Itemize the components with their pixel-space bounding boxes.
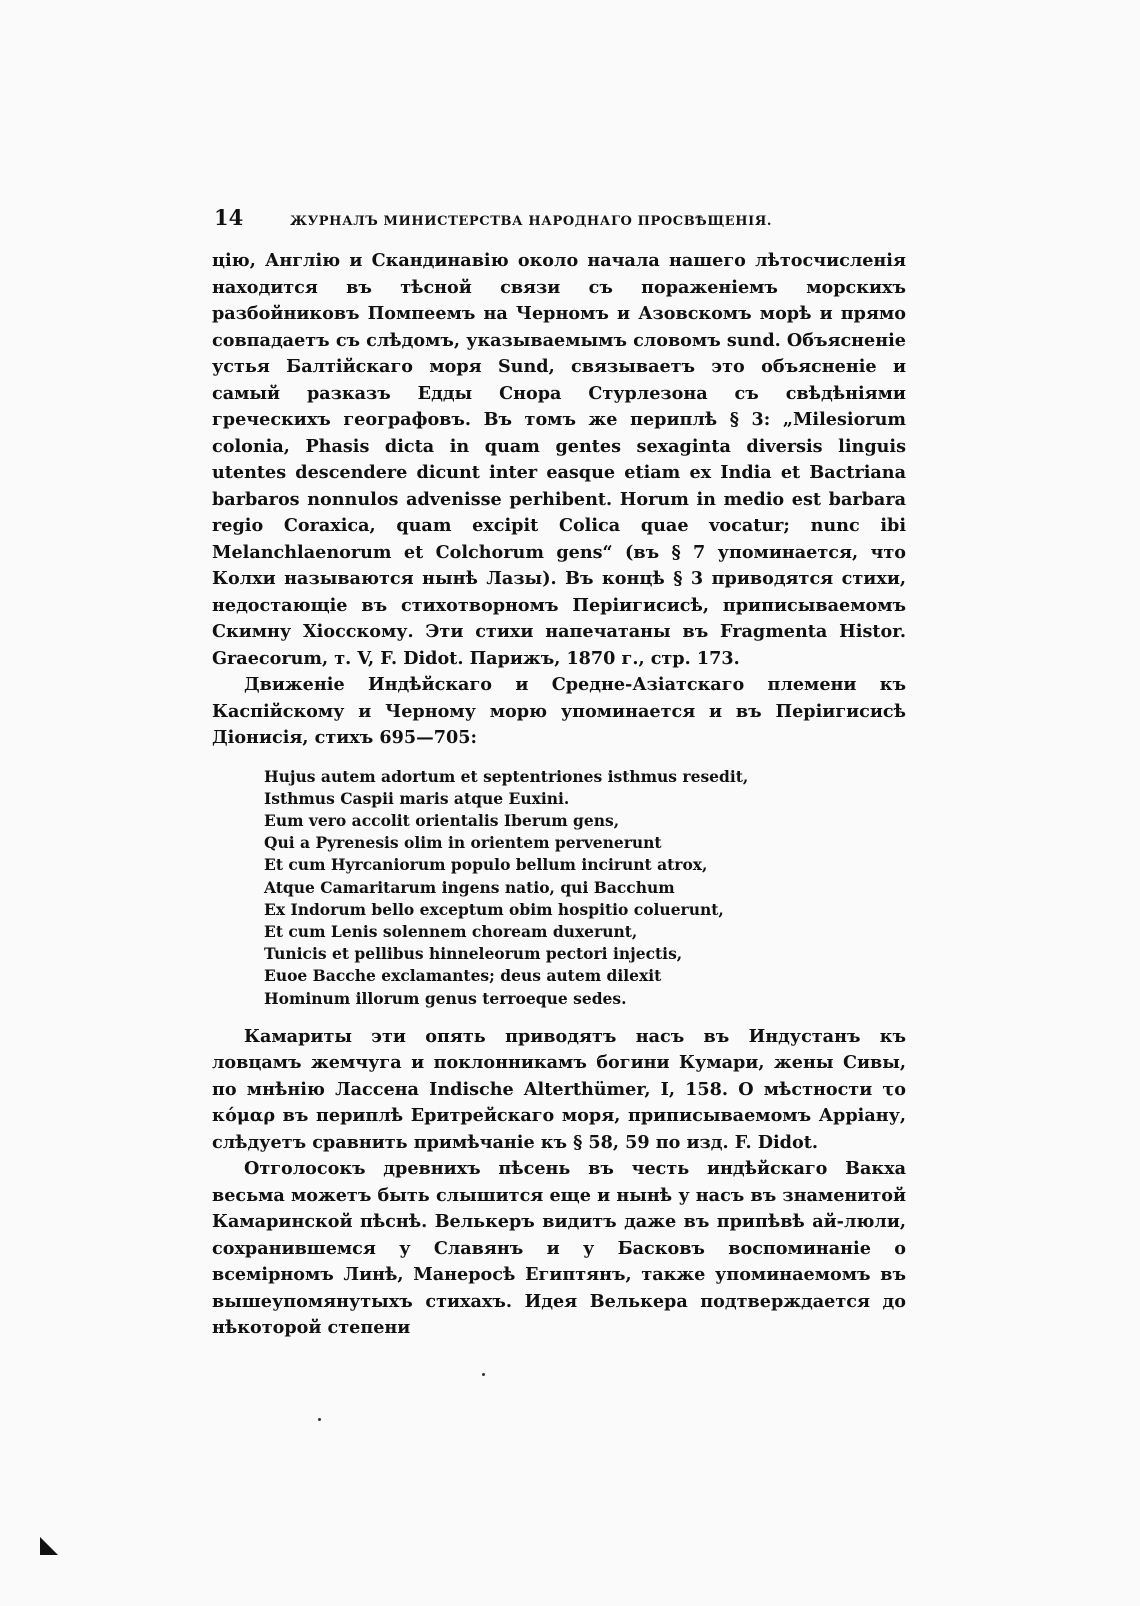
scan-speck [318,1418,321,1421]
verse-line: Qui a Pyrenesis olim in orientem pervenerunt [264,833,662,853]
verse-line: Et cum Lenis solennem choream duxerunt, [264,921,638,941]
running-title: ЖУРНАЛЪ МИНИСТЕРСТВА НАРОДНАГО ПРОСВѢЩЕНІЯ. [290,214,773,229]
page-number: 14 [214,205,244,230]
paragraph-2: Движеніе Индѣйскаго и Средне-Азіатскаго племени къ Каспійскому и Черному морю упоминается и въ Періигисисѣ Діонисія, стихъ 695—705: [212,674,906,748]
verse-line: Isthmus Caspii maris atque Euxini. [264,788,570,808]
verse-line: Ex Indorum bello exceptum obim hospitio coluerunt, [264,899,724,919]
verse-line: Hominum illorum genus terroeque sedes. [264,988,627,1008]
verse-line: Et cum Hyrcaniorum populo bellum incirunt atrox, [264,855,708,875]
corner-arrow-icon [40,1537,58,1555]
verse-line: Atque Camaritarum ingens natio, qui Bacchum [264,877,675,897]
latin-verse-quote [264,766,906,1010]
verse-line: Tunicis et pellibus hinneleorum pectori injectis, [264,944,683,964]
verse-line: Euoe Bacche exclamantes; deus autem dilexit [264,966,662,986]
verse-line: Eum vero accolit orientalis Iberum gens, [264,810,620,830]
scan-speck [482,1373,485,1376]
verse-line: Hujus autem adortum et septentriones isthmus resedit, [264,766,749,786]
body-text [212,248,906,1342]
paragraph-1: цію, Англію и Скандинавію около начала нашего лѣтосчисленія находится въ тѣсной связи съ пораженіемъ морскихъ разбойниковъ Помпеемъ на Черномъ и Азовскомъ морѣ и прямо совпадаетъ съ слѣдомъ, указываемымъ словомъ sund. Объясненіе устья Балтійскаго моря Sund, связываетъ это объясненіе и самый разказъ Едды Снора Стурлезона съ свѣдѣніями греческихъ географовъ. Въ томъ же периплѣ § 3: „Milesiorum colonia, Phasis dicta in quam gentes sexaginta diversis linguis utentes descendere dicunt inter easque etiam ex India et Bactriana barbaros nonnulos advenisse perhibent. Horum in medio est barbara regio Coraxica, quam excipit Colica quae vocatur; nunc ibi Melanchlaenorum et Colchorum gens“ (въ § 7 упоминается, что Колхи называются нынѣ Лазы). Въ концѣ § 3 приводятся стихи, недостающіе въ стихотворномъ Періигисисѣ, приписываемомъ Скимну Хіосскому. Эти стихи напечатаны въ Fragmenta Histor. Graecorum, т. V, F. Didot. Парижъ, 1870 г., стр. 173. [212,250,906,669]
page-header [214,205,904,230]
paragraph-4: Отголосокъ древнихъ пѣсень въ честь индѣйскаго Вакха весьма можетъ быть слышится еще и нынѣ у насъ въ знаменитой Камаринской пѣснѣ. Велькеръ видитъ даже въ припѣвѣ ай-люли, сохранившемся у Славянъ и у Басковъ воспоминаніе о всемірномъ Линѣ, Манеросѣ Египтянъ, также упоминаемомъ въ вышеупомянутыхъ стихахъ. Идея Велькера подтверждается до нѣкоторой степени [212,1158,906,1339]
paragraph-3: Камариты эти опять приводятъ насъ въ Индустанъ къ ловцамъ жемчуга и поклонникамъ богини Кумари, жены Сивы, по мнѣнію Лассена Indische Alterthümer, I, 158. О мѣстности το κόμαρ въ периплѣ Еритрейскаго моря, приписываемомъ Арріану, слѣдуетъ сравнить примѣчаніе къ § 58, 59 по изд. F. Didot. [212,1025,906,1153]
